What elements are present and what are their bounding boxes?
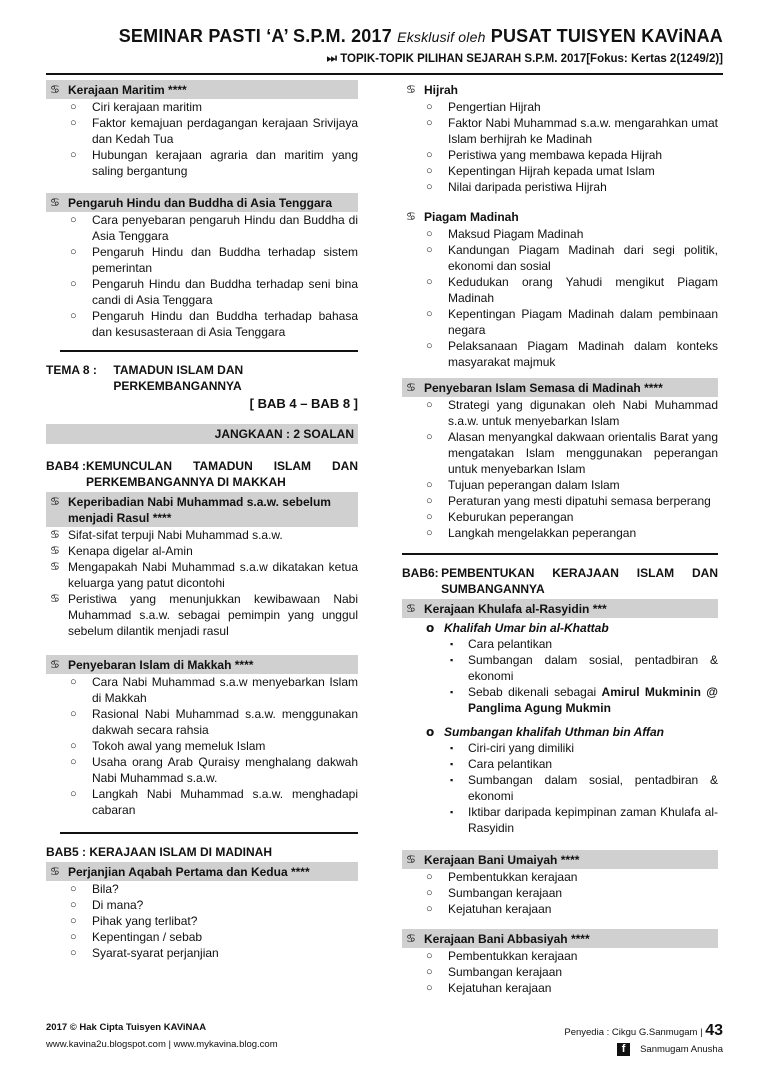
bullet-icon: ○	[426, 966, 433, 978]
item-text: Pembentukkan kerajaan	[448, 870, 578, 884]
item-text: Kepentingan Hijrah kepada umat Islam	[448, 164, 655, 178]
section-icon: ♋	[50, 197, 60, 209]
item-text: Pelaksanaan Piagam Madinah dalam konteks masyarakat majmuk	[448, 339, 718, 369]
item-text: Faktor kemajuan perdagangan kerajaan Srivijaya dan Kedah Tua	[92, 116, 358, 146]
bullet-icon: ○	[70, 246, 77, 258]
item-text: Pengaruh Hindu dan Buddha terhadap seni bina candi di Asia Tenggara	[92, 277, 358, 307]
left-column	[46, 78, 358, 961]
section-khulafa	[402, 599, 718, 618]
list-item	[46, 559, 358, 591]
bullet-icon: ○	[70, 899, 77, 911]
bullet-icon: ○	[426, 165, 433, 177]
bullet-icon: ○	[70, 310, 77, 322]
item-text: Pengaruh Hindu dan Buddha terhadap bahasa dan kesusasteraan di Asia Tenggara	[92, 309, 358, 339]
section-icon: ♋	[406, 603, 416, 615]
subheading-umar	[402, 620, 718, 636]
bab6-heading	[402, 565, 718, 597]
section-hijrah	[402, 80, 718, 99]
list-item	[46, 147, 358, 179]
list-item	[402, 652, 718, 684]
spacer	[402, 195, 718, 205]
tema-title: TAMADUN ISLAM DAN PERKEMBANGANNYA	[113, 363, 244, 393]
header-subtitle	[0, 53, 723, 66]
item-text: Keburukan peperangan	[448, 510, 574, 524]
item-text: Sumbangan kerajaan	[448, 886, 563, 900]
section-icon: ♋	[50, 545, 60, 557]
page-number: 43	[705, 1022, 723, 1039]
item-text: Cara Nabi Muhammad s.a.w menyebarkan Islam di Makkah	[92, 675, 358, 705]
topic-list	[402, 397, 718, 541]
topic-list	[402, 99, 718, 195]
bullet-icon: ○	[426, 511, 433, 523]
section-icon: ♋	[406, 211, 416, 223]
spacer	[402, 836, 718, 848]
section-icon: ♋	[406, 933, 416, 945]
list-item	[46, 99, 358, 115]
section-icon: ♋	[406, 382, 416, 394]
list-item	[46, 244, 358, 276]
list-item	[46, 897, 358, 913]
list-item	[402, 740, 718, 756]
list-item	[46, 706, 358, 738]
item-text: Pihak yang terlibat?	[92, 914, 198, 928]
section-icon: ♋	[50, 593, 60, 605]
bullet-icon: ○	[70, 931, 77, 943]
bab5-heading: BAB5 : KERAJAAN ISLAM DI MADINAH	[46, 845, 273, 859]
item-text: Kejatuhan kerajaan	[448, 902, 552, 916]
list-item	[402, 397, 718, 429]
item-text: Tujuan peperangan dalam Islam	[448, 478, 620, 492]
item-text: Di mana?	[92, 898, 144, 912]
item-text: Rasional Nabi Muhammad s.a.w. menggunakan dakwah secara rahsia	[92, 707, 358, 737]
item-text: Kepentingan Piagam Madinah dalam pembinaan negara	[448, 307, 718, 337]
section-keperibadian	[46, 492, 358, 527]
section-title: Piagam Madinah	[424, 210, 519, 224]
item-text: Sifat-sifat terpuji Nabi Muhammad s.a.w.	[68, 528, 283, 542]
list-item	[402, 115, 718, 147]
jangkaan-bar: JANGKAAN : 2 SOALAN	[46, 424, 358, 444]
item-bold-text: Amirul Mukminin @ Panglima Agung Mukmin	[468, 685, 718, 715]
item-text: Cara pelantikan	[468, 757, 553, 771]
bullet-icon: ○	[70, 740, 77, 752]
section-aqabah	[46, 862, 358, 881]
facebook-name: Sanmugam Anusha	[640, 1044, 723, 1056]
author-line	[564, 1022, 723, 1040]
item-text: Sumbangan dalam sosial, pentadbiran & ekonomi	[468, 773, 718, 803]
item-text: Cara penyebaran pengaruh Hindu dan Buddha di Asia Tenggara	[92, 213, 358, 243]
bullet-icon: ○	[426, 527, 433, 539]
item-text: Langkah mengelakkan peperangan	[448, 526, 637, 540]
section-icon: ♋	[50, 866, 60, 878]
section-divider	[402, 553, 718, 555]
bullet-icon: ○	[70, 883, 77, 895]
item-text: Kedudukan orang Yahudi mengikut Piagam Madinah	[448, 275, 718, 305]
topic-list	[46, 212, 358, 340]
square-bullet-icon: ▪	[450, 655, 454, 665]
item-text: Sumbangan dalam sosial, pentadbiran & ekonomi	[468, 653, 718, 683]
item-text: Mengapakah Nabi Muhammad s.a.w dikatakan ketua keluarga yang patut dicontohi	[68, 560, 358, 590]
section-icon: ♋	[50, 496, 60, 508]
item-text: Strategi yang digunakan oleh Nabi Muhammad s.a.w. untuk menyebarkan Islam	[448, 398, 718, 428]
facebook-line	[564, 1043, 723, 1056]
bullet-icon: ○	[426, 244, 433, 256]
item-text: Pembentukkan kerajaan	[448, 949, 578, 963]
bullet-icon: ○	[426, 117, 433, 129]
section-title: Kerajaan Bani Umaiyah ****	[424, 853, 580, 867]
list-item	[402, 804, 718, 836]
list-item	[46, 674, 358, 706]
footer-left	[46, 1022, 278, 1050]
bullet-icon: ○	[70, 676, 77, 688]
copyright-brand: Tuisyen KAViNAA	[125, 1022, 207, 1033]
bullet-icon: ○	[426, 431, 433, 443]
square-bullet-icon: ▪	[450, 775, 454, 785]
spacer	[402, 716, 718, 722]
section-icon: ♋	[406, 854, 416, 866]
bullet-icon: ○	[70, 117, 77, 129]
list-item	[402, 948, 718, 964]
curl-bullet-icon: օ	[426, 621, 434, 635]
topic-list	[402, 869, 718, 917]
spacer	[402, 917, 718, 927]
penyedia-label: Penyedia : Cikgu G.Sanmugam |	[564, 1027, 703, 1038]
list-item	[402, 179, 718, 195]
list-item	[46, 881, 358, 897]
footer-right	[564, 1022, 723, 1056]
item-text: Alasan menyangkal dakwaan orientalis Barat yang mengatakan Islam menggunakan peperangan untuk menyebarkan Islam	[448, 430, 718, 476]
item-text: Faktor Nabi Muhammad s.a.w. mengarahkan umat Islam berhijrah ke Madinah	[448, 116, 718, 146]
tema-heading	[46, 362, 358, 394]
skip-forward-icon: ⏭	[326, 53, 337, 65]
spacer	[46, 639, 358, 653]
list-item	[46, 754, 358, 786]
list-item	[402, 964, 718, 980]
item-text: Ciri-ciri yang dimiliki	[468, 741, 575, 755]
topic-list	[402, 636, 718, 716]
list-item	[46, 738, 358, 754]
square-bullet-icon: ▪	[450, 807, 454, 817]
list-item	[402, 509, 718, 525]
item-text: Kepentingan / sebab	[92, 930, 203, 944]
bullet-icon: ○	[426, 495, 433, 507]
bab-key: BAB4 :	[46, 459, 87, 473]
section-divider	[60, 832, 358, 834]
topic-list	[46, 881, 358, 961]
section-bani-umaiyah	[402, 850, 718, 869]
subheading-text: Sumbangan khalifah Uthman bin Affan	[444, 725, 665, 739]
header-title-main: SEMINAR PASTI ‘A’ S.P.M. 2017	[118, 26, 392, 46]
section-icon: ♋	[50, 659, 60, 671]
facebook-icon[interactable]: f	[617, 1043, 630, 1056]
bab-key: BAB6:	[402, 566, 439, 580]
list-item	[46, 786, 358, 818]
bab4-heading	[46, 458, 358, 490]
list-item	[402, 869, 718, 885]
item-text: Kejatuhan kerajaan	[448, 981, 552, 995]
section-title: Hijrah	[424, 83, 459, 97]
section-penyebaran-makkah	[46, 655, 358, 674]
list-item	[402, 274, 718, 306]
list-item	[402, 636, 718, 652]
section-kerajaan-maritim	[46, 80, 358, 99]
item-text: Iktibar daripada kepimpinan zaman Khulafa al-Rasyidin	[468, 805, 718, 835]
header-subtitle-text: TOPIK-TOPIK PILIHAN SEJARAH S.P.M. 2017[Fokus: Kertas 2(1249/2)]	[340, 53, 723, 65]
list-item	[402, 242, 718, 274]
bullet-icon: ○	[426, 149, 433, 161]
list-item	[402, 980, 718, 996]
list-item	[46, 115, 358, 147]
list-item	[402, 306, 718, 338]
topic-list	[46, 99, 358, 179]
bullet-icon: ○	[426, 479, 433, 491]
bab-range: [ BAB 4 – BAB 8 ]	[249, 396, 358, 411]
section-piagam-madinah	[402, 207, 718, 226]
bullet-icon: ○	[426, 308, 433, 320]
section-icon: ♋	[50, 561, 60, 573]
list-item	[46, 543, 358, 559]
list-item	[402, 684, 718, 716]
item-text: Bila?	[92, 882, 119, 896]
bab-title: KEMUNCULAN TAMADUN ISLAM DAN PERKEMBANGANNYA DI MAKKAH	[86, 459, 358, 489]
section-penyebaran-madinah	[402, 378, 718, 397]
item-text: Pengertian Hijrah	[448, 100, 541, 114]
bullet-icon: ○	[426, 982, 433, 994]
list-item	[402, 429, 718, 477]
section-title: Pengaruh Hindu dan Buddha di Asia Tenggara	[68, 196, 333, 210]
list-item	[46, 308, 358, 340]
section-hindu-buddha	[46, 193, 358, 212]
bullet-icon: ○	[426, 101, 433, 113]
section-bani-abbasiyah	[402, 929, 718, 948]
bullet-icon: ○	[70, 756, 77, 768]
footer-links[interactable]: www.kavina2u.blogspot.com | www.mykavina.blog.com	[46, 1039, 278, 1050]
spacer	[402, 370, 718, 376]
item-text: Usaha orang Arab Quraisy menghalang dakwah Nabi Muhammad s.a.w.	[92, 755, 358, 785]
list-item	[402, 226, 718, 242]
item-text: Kandungan Piagam Madinah dari segi politik, ekonomi dan sosial	[448, 243, 718, 273]
bullet-icon: ○	[426, 228, 433, 240]
bullet-icon: ○	[70, 708, 77, 720]
header-rule	[46, 73, 723, 75]
section-icon: ♋	[50, 529, 60, 541]
list-item	[46, 276, 358, 308]
section-title: Penyebaran Islam di Makkah ****	[68, 658, 254, 672]
list-item	[402, 493, 718, 509]
item-text: Sebab dikenali sebagai	[468, 685, 602, 699]
tema-key: TEMA 8 :	[46, 363, 97, 377]
item-text: Kenapa digelar al-Amin	[68, 544, 193, 558]
topic-list	[402, 740, 718, 836]
subheading-uthman	[402, 724, 718, 740]
topic-list	[402, 948, 718, 996]
item-text: Tokoh awal yang memeluk Islam	[92, 739, 266, 753]
section-title: Kerajaan Bani Abbasiyah ****	[424, 932, 590, 946]
list-item	[46, 929, 358, 945]
square-bullet-icon: ▪	[450, 759, 454, 769]
bullet-icon: ○	[426, 340, 433, 352]
copyright-prefix: 2017 © Hak Cipta	[46, 1022, 126, 1033]
square-bullet-icon: ▪	[450, 687, 454, 697]
bullet-icon: ○	[426, 950, 433, 962]
section-title: Kerajaan Maritim ****	[68, 83, 187, 97]
bullet-icon: ○	[70, 149, 77, 161]
section-title: Kerajaan Khulafa al-Rasyidin ***	[424, 602, 607, 616]
section-divider	[60, 350, 358, 352]
item-text: Ciri kerajaan maritim	[92, 100, 203, 114]
item-text: Hubungan kerajaan agraria dan maritim yang saling bergantung	[92, 148, 358, 178]
section-icon: ♋	[406, 84, 416, 96]
section-icon: ♋	[50, 84, 60, 96]
list-item	[46, 212, 358, 244]
list-item	[46, 945, 358, 961]
bullet-icon: ○	[70, 915, 77, 927]
bullet-icon: ○	[426, 276, 433, 288]
list-item	[46, 913, 358, 929]
list-item	[46, 591, 358, 639]
list-item	[402, 147, 718, 163]
item-text: Maksud Piagam Madinah	[448, 227, 584, 241]
topic-list	[46, 674, 358, 818]
bullet-icon: ○	[70, 101, 77, 113]
header-brand: PUSAT TUISYEN KAViNAA	[490, 26, 723, 46]
topic-list	[402, 226, 718, 370]
curl-bullet-icon: օ	[426, 725, 434, 739]
section-title: Keperibadian Nabi Muhammad s.a.w. sebelum menjadi Rasul ****	[68, 495, 331, 525]
bullet-icon: ○	[426, 181, 433, 193]
item-text: Pengaruh Hindu dan Buddha terhadap sistem pemerintan	[92, 245, 358, 275]
item-text: Cara pelantikan	[468, 637, 553, 651]
bullet-icon: ○	[426, 903, 433, 915]
list-item	[402, 525, 718, 541]
bullet-icon: ○	[70, 788, 77, 800]
bullet-icon: ○	[70, 947, 77, 959]
header-title-italic: Eksklusif oleh	[397, 29, 486, 45]
square-bullet-icon: ▪	[450, 639, 454, 649]
spacer	[46, 179, 358, 191]
list-item	[402, 885, 718, 901]
item-text: Langkah Nabi Muhammad s.a.w. menghadapi cabaran	[92, 787, 358, 817]
list-item	[402, 99, 718, 115]
item-text: Peristiwa yang menunjukkan kewibawaan Nabi Muhammad s.a.w. sebagai pemimpin yang unggul sebelum dilantik menjadi rasul	[68, 592, 358, 638]
square-bullet-icon: ▪	[450, 743, 454, 753]
list-item	[402, 756, 718, 772]
topic-list	[46, 527, 358, 639]
bullet-icon: ○	[426, 871, 433, 883]
list-item	[402, 477, 718, 493]
list-item	[402, 772, 718, 804]
header-title	[0, 26, 723, 47]
item-text: Sumbangan kerajaan	[448, 965, 563, 979]
bullet-icon: ○	[70, 214, 77, 226]
list-item	[46, 527, 358, 543]
bullet-icon: ○	[426, 887, 433, 899]
bab-title: PEMBENTUKAN KERAJAAN ISLAM DAN SUMBANGANNYA	[441, 566, 718, 596]
item-text: Syarat-syarat perjanjian	[92, 946, 219, 960]
list-item	[402, 901, 718, 917]
bullet-icon: ○	[426, 399, 433, 411]
section-title: Perjanjian Aqabah Pertama dan Kedua ****	[68, 865, 310, 879]
list-item	[402, 163, 718, 179]
item-text: Nilai daripada peristiwa Hijrah	[448, 180, 607, 194]
subheading-text: Khalifah Umar bin al-Khattab	[444, 621, 609, 635]
item-text: Peristiwa yang membawa kepada Hijrah	[448, 148, 663, 162]
item-text: Peraturan yang mesti dipatuhi semasa berperang	[448, 494, 711, 508]
bullet-icon: ○	[70, 278, 77, 290]
page-header	[0, 26, 723, 66]
right-column	[402, 78, 718, 996]
section-title: Penyebaran Islam Semasa di Madinah ****	[424, 381, 663, 395]
copyright	[46, 1022, 278, 1033]
list-item	[402, 338, 718, 370]
